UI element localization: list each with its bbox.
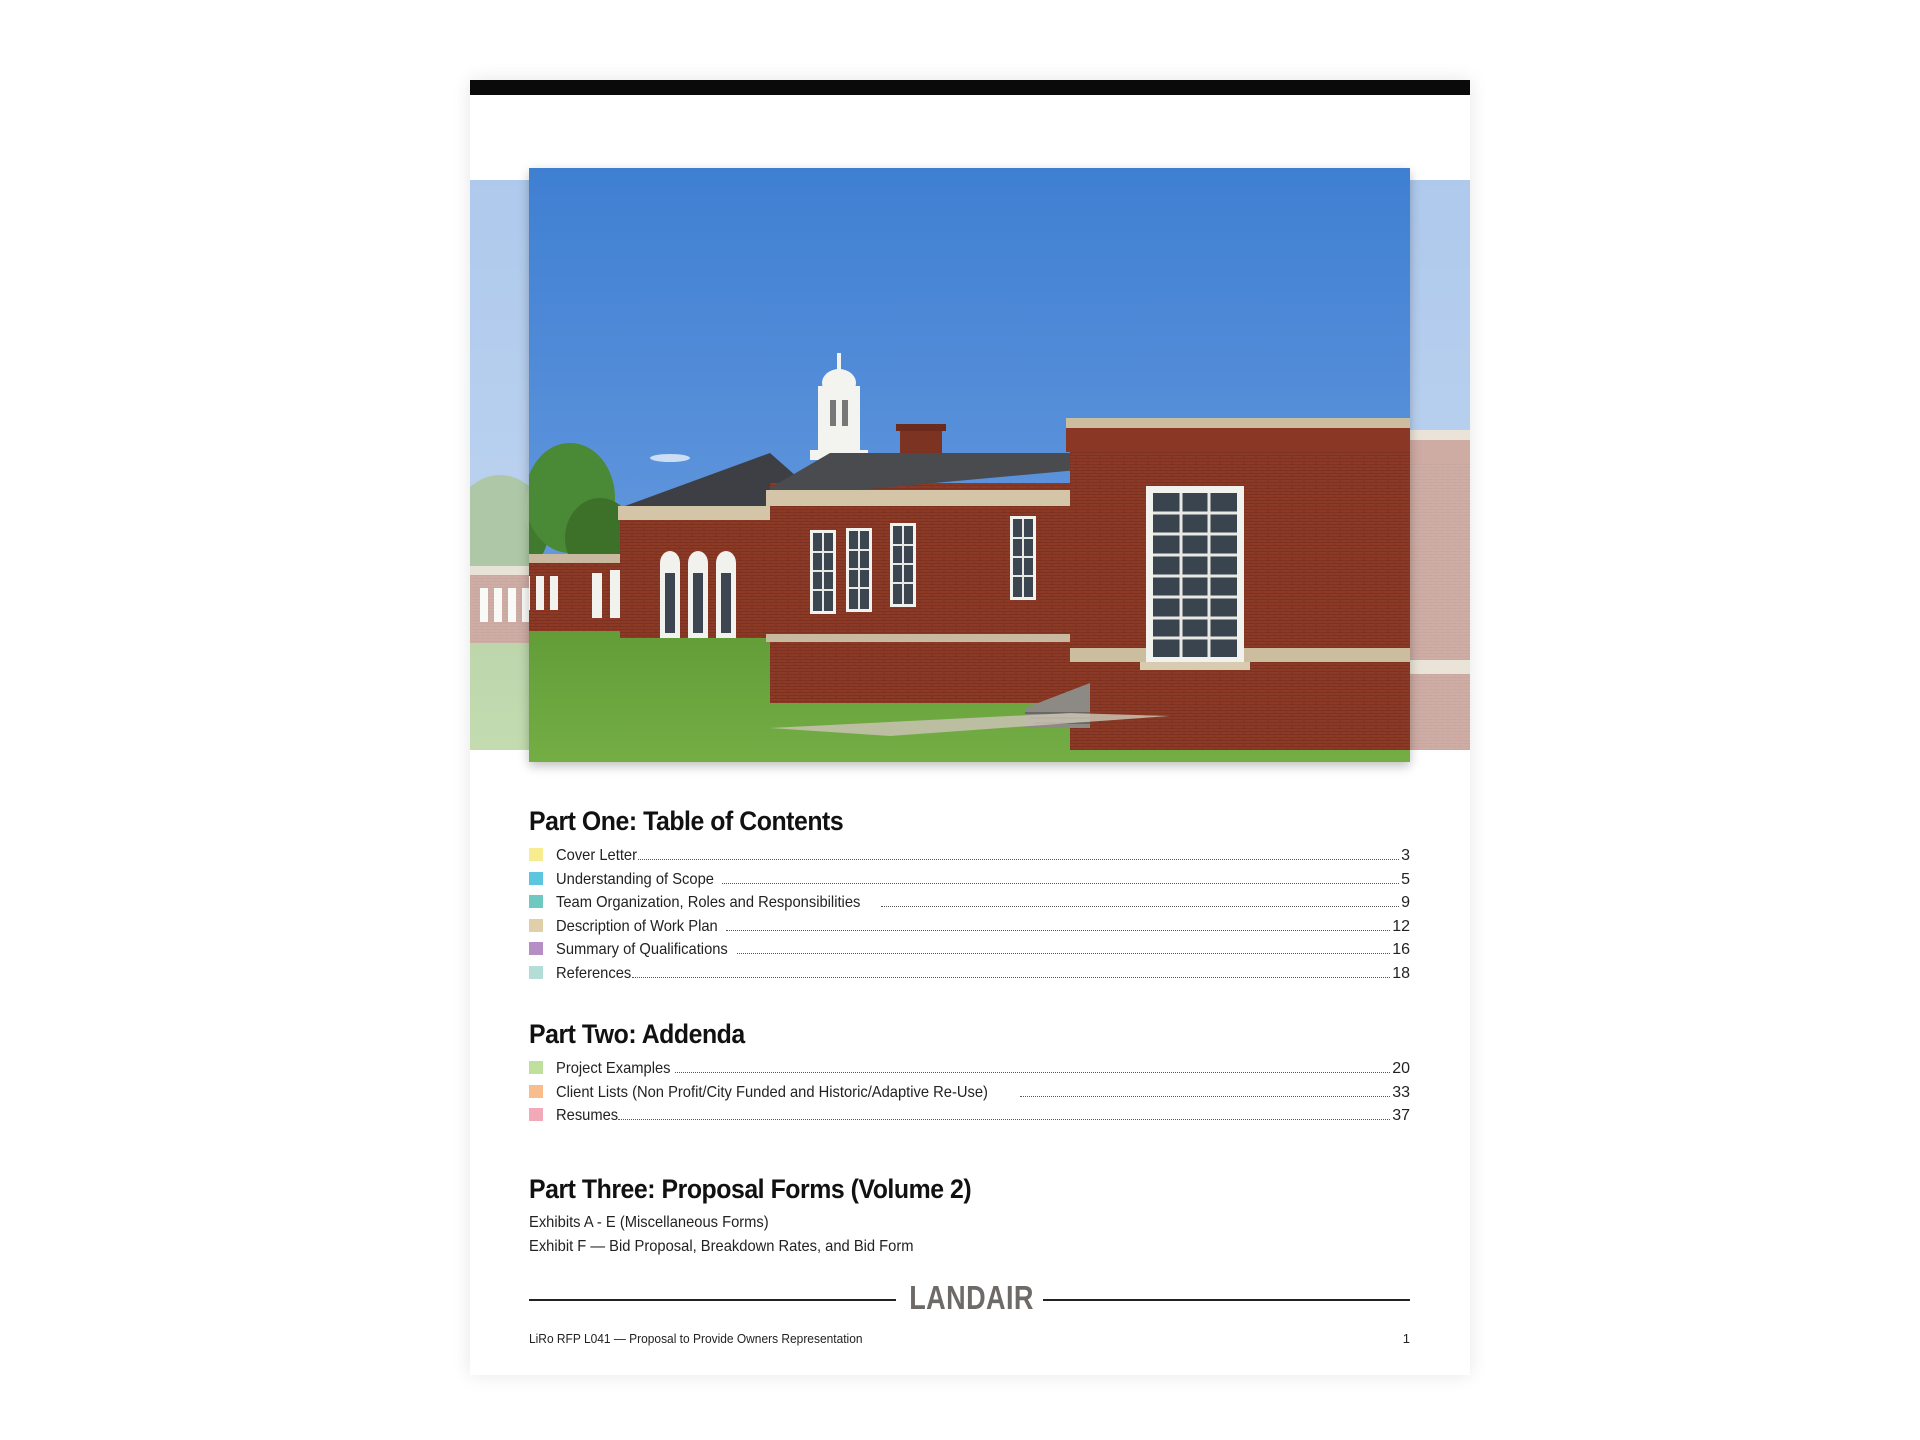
exhibit-item: Exhibits A - E (Miscellaneous Forms) [529,1214,769,1231]
footer-document-title: LiRo RFP L041 — Proposal to Provide Owners Representation [529,1331,863,1346]
page-number: 12 [1392,917,1410,935]
toc-item-resumes[interactable]: Resumes 37 [529,1107,1410,1131]
exhibit-item: Exhibit F — Bid Proposal, Breakdown Rates, and Bid Form [529,1237,914,1255]
dot-leader [618,1119,1391,1120]
page-number: 3 [1401,847,1410,864]
color-swatch [529,942,543,955]
dot-leader [638,859,1399,860]
toc-item-qualifications[interactable]: Summary of Qualifications 16 [529,941,1410,965]
footer-page-number: 1 [1402,1331,1410,1346]
document-page [470,80,1470,1375]
dot-leader [632,977,1390,978]
landair-logo: LANDAIR [909,1279,1034,1316]
page-number: 16 [1392,941,1410,958]
part-three-title: Part Three: Proposal Forms (Volume 2) [529,1174,972,1204]
dot-leader [1020,1096,1391,1097]
toc-item-references[interactable]: References 18 [529,965,1410,989]
color-swatch [529,848,543,861]
dot-leader [881,906,1399,907]
color-swatch [529,895,543,908]
color-swatch [529,1061,543,1074]
toc-item-understanding-of-scope[interactable]: Understanding of Scope 5 [529,871,1410,895]
page-number: 18 [1392,964,1410,982]
toc-item-team-organization[interactable]: Team Organization, Roles and Responsibilities 9 [529,894,1410,918]
page-number: 5 [1401,870,1410,888]
footer-rule-left [529,1299,896,1301]
dot-leader [722,883,1399,884]
page-number: 33 [1392,1083,1410,1101]
part-two-list [529,1060,1410,1131]
footer-rule-right [1043,1299,1410,1301]
toc-item-cover-letter[interactable]: Cover Letter 3 [529,847,1410,871]
color-swatch [529,1108,543,1121]
dot-leader [726,930,1390,931]
toc-item-client-lists[interactable]: Client Lists (Non Profit/City Funded and Historic/Adaptive Re-Use) 33 [529,1084,1410,1108]
header-bar [470,80,1470,95]
page-number: 37 [1392,1107,1410,1124]
color-swatch [529,966,543,979]
color-swatch [529,919,543,932]
color-swatch [529,872,543,885]
cover-photo [529,168,1410,762]
color-swatch [529,1085,543,1098]
toc-item-project-examples[interactable]: Project Examples 20 [529,1060,1410,1084]
dot-leader [737,953,1390,954]
page-number: 20 [1392,1060,1410,1077]
school-building-image [529,168,1410,762]
part-three-list [529,1214,947,1261]
dot-leader [675,1072,1391,1073]
page-number: 9 [1401,894,1410,911]
part-two-title: Part Two: Addenda [529,1019,745,1049]
part-one-list [529,847,1410,988]
toc-item-work-plan[interactable]: Description of Work Plan 12 [529,918,1410,942]
part-one-title: Part One: Table of Contents [529,806,844,836]
